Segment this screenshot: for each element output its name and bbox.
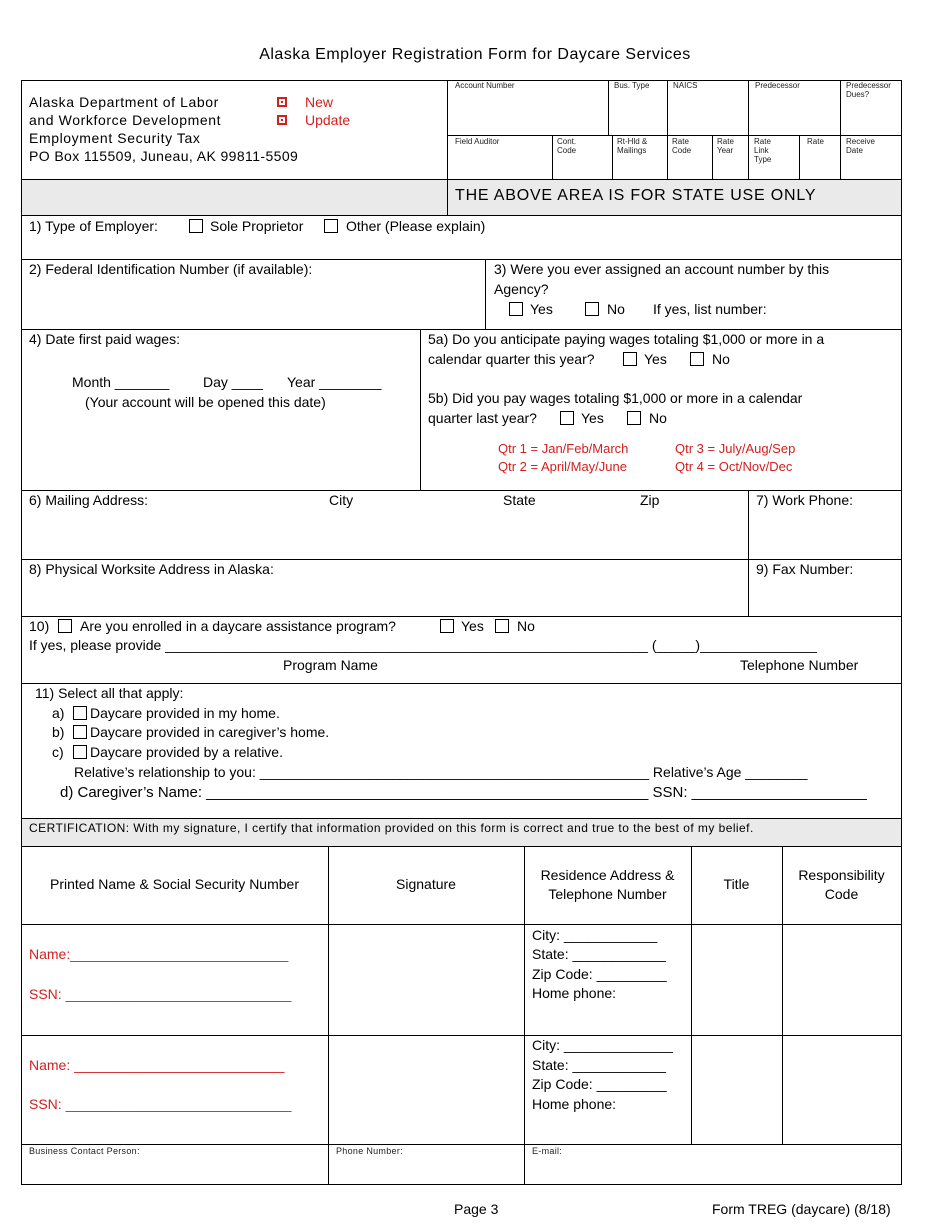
other-checkbox[interactable] [324,219,338,233]
row1-name-field[interactable]: Name:____________________________ [29,946,289,962]
q10-yes-checkbox[interactable] [440,619,454,633]
row2-state-field[interactable]: State: ____________ [532,1057,666,1073]
q5b-line-1: 5b) Did you pay wages totaling $1,000 or more in a calendar [428,390,803,406]
row1-ssn-field[interactable]: SSN: _____________________________ [29,986,292,1002]
q6-city-label: City [329,492,354,508]
account-number-label: Account Number [455,81,515,90]
q3-yes-checkbox[interactable] [509,302,523,316]
row1-zip-field[interactable]: Zip Code: _________ [532,966,667,982]
q6-zip-label: Zip [640,492,660,508]
q5b-no-label: No [649,410,667,426]
row2-city-field[interactable]: City: ______________ [532,1037,673,1053]
phone-number-label: Phone Number: [336,1146,403,1156]
quarter-3-note: Qtr 3 = July/Aug/Sep [675,441,796,456]
q11-a-label: Daycare provided in my home. [90,705,280,721]
col-signature-header: Signature [396,876,456,892]
q10-program-name-label: Program Name [283,657,378,673]
row2-name-field[interactable]: Name: ___________________________ [29,1057,285,1073]
rt-hld-mailings-label: Rt-Hld & Mailings [617,137,648,155]
q10-yes-label: Yes [461,618,484,634]
q5a-yes-label: Yes [644,351,667,367]
q4-month[interactable]: Month _______ [72,374,170,390]
form-title: Alaska Employer Registration Form for Daycare Services [259,46,691,63]
col-residence-header-1: Residence Address & [540,867,675,883]
agency-line-1: Alaska Department of Labor [29,94,219,110]
q10-no-checkbox[interactable] [495,619,509,633]
q11-a-checkbox[interactable] [73,706,87,720]
q11-c-label: Daycare provided by a relative. [90,744,283,760]
state-use-notice: THE ABOVE AREA IS FOR STATE USE ONLY [455,187,817,204]
q10-question: Are you enrolled in a daycare assistance program? [80,618,396,634]
rate-year-label: Rate Year [717,137,734,155]
q6-state-label: State [503,492,536,508]
form-id: Form TREG (daycare) (8/18) [712,1201,891,1217]
agency-line-2: and Workforce Development [29,112,222,128]
row2-zip-field[interactable]: Zip Code: _________ [532,1076,667,1092]
row1-home-phone-field[interactable]: Home phone: [532,985,617,1001]
predecessor-dues-label: Predecessor Dues? [846,81,891,99]
q9-label: 9) Fax Number: [756,561,854,577]
new-checkbox[interactable] [277,97,287,107]
q1-label: 1) Type of Employer: [29,218,158,234]
q10-no-label: No [517,618,535,634]
q3-no-label: No [607,301,625,317]
bus-type-label: Bus. Type [614,81,650,90]
col-residence-header-2: Telephone Number [548,886,667,902]
email-label: E-mail: [532,1146,563,1156]
quarter-2-note: Qtr 2 = April/May/June [498,459,627,474]
q5b-yes-label: Yes [581,410,604,426]
quarter-4-note: Qtr 4 = Oct/Nov/Dec [675,459,793,474]
q11-a-prefix: a) [52,705,65,721]
agency-line-3: Employment Security Tax [29,130,201,146]
q10-prefix: 10) [29,618,50,634]
row1-state-field[interactable]: State: ____________ [532,946,666,962]
cont-code-label: Cont. Code [557,137,577,155]
q10-provide-line[interactable]: If yes, please provide ______________________________________________________________ (_____)_______________ [29,637,817,653]
q3-yes-label: Yes [530,301,553,317]
sole-proprietor-checkbox[interactable] [189,219,203,233]
q5b-yes-checkbox[interactable] [560,411,574,425]
quarter-1-note: Qtr 1 = Jan/Feb/March [498,441,629,456]
row2-ssn-field[interactable]: SSN: _____________________________ [29,1096,292,1112]
update-checkbox[interactable] [277,115,287,125]
q3-line-1: 3) Were you ever assigned an account number by this [494,261,830,277]
q5a-yes-checkbox[interactable] [623,352,637,366]
q4-note: (Your account will be opened this date) [85,394,326,410]
q2-label: 2) Federal Identification Number (if available): [29,261,313,277]
q7-label: 7) Work Phone: [756,492,854,508]
q10-enrolled-checkbox[interactable] [58,619,72,633]
q5a-line-2: calendar quarter this year? [428,351,595,367]
col-title-header: Title [723,876,750,892]
q11-caregiver-line[interactable]: d) Caregiver’s Name: _____________________________________________________ SSN: _____________________ [60,784,867,801]
q11-label: 11) Select all that apply: [35,685,184,701]
new-label: New [305,94,334,110]
q4-day[interactable]: Day ____ [203,374,263,390]
q4-year[interactable]: Year ________ [287,374,382,390]
q10-telephone-label: Telephone Number [740,657,859,673]
q5b-no-checkbox[interactable] [627,411,641,425]
certification-text: CERTIFICATION: With my signature, I certify that information provided on this form is correct and true to the best of my belief. [29,821,754,835]
q3-line-2: Agency? [494,281,549,297]
col-responsibility-header-1: Responsibility [798,867,885,883]
q5a-no-label: No [712,351,730,367]
field-auditor-label: Field Auditor [455,137,500,146]
q11-b-checkbox[interactable] [73,725,87,739]
other-label: Other (Please explain) [346,218,486,234]
col-responsibility-header-2: Code [824,886,859,902]
rate-link-type-label: Rate Link Type [754,137,772,164]
q3-no-checkbox[interactable] [585,302,599,316]
naics-label: NAICS [673,81,698,90]
rate-label: Rate [807,137,824,146]
business-contact-label: Business Contact Person: [29,1146,140,1156]
q6-label: 6) Mailing Address: [29,492,149,508]
q5b-line-2: quarter last year? [428,410,537,426]
update-label: Update [305,112,351,128]
col-printed-name-header: Printed Name & Social Security Number [50,876,299,892]
q11-relationship-line[interactable]: Relative’s relationship to you: __________________________________________________ Relative’s Age ________ [74,764,808,780]
q11-b-label: Daycare provided in caregiver’s home. [90,724,330,740]
q11-b-prefix: b) [52,724,65,740]
q3-list-label: If yes, list number: [653,301,767,317]
predecessor-label: Predecessor [755,81,800,90]
receive-date-label: Receive Date [846,137,875,155]
row2-home-phone-field[interactable]: Home phone: [532,1096,617,1112]
page-number: Page 3 [454,1201,499,1217]
q5a-line-1: 5a) Do you anticipate paying wages totaling $1,000 or more in a [428,331,825,347]
q5a-no-checkbox[interactable] [690,352,704,366]
sole-proprietor-label: Sole Proprietor [210,218,304,234]
q11-c-checkbox[interactable] [73,745,87,759]
q11-c-prefix: c) [52,744,64,760]
q8-label: 8) Physical Worksite Address in Alaska: [29,561,274,577]
rate-code-label: Rate Code [672,137,692,155]
row1-city-field[interactable]: City: ____________ [532,927,658,943]
agency-line-4: PO Box 115509, Juneau, AK 99811-5509 [29,148,299,164]
q4-label: 4) Date first paid wages: [29,331,180,347]
